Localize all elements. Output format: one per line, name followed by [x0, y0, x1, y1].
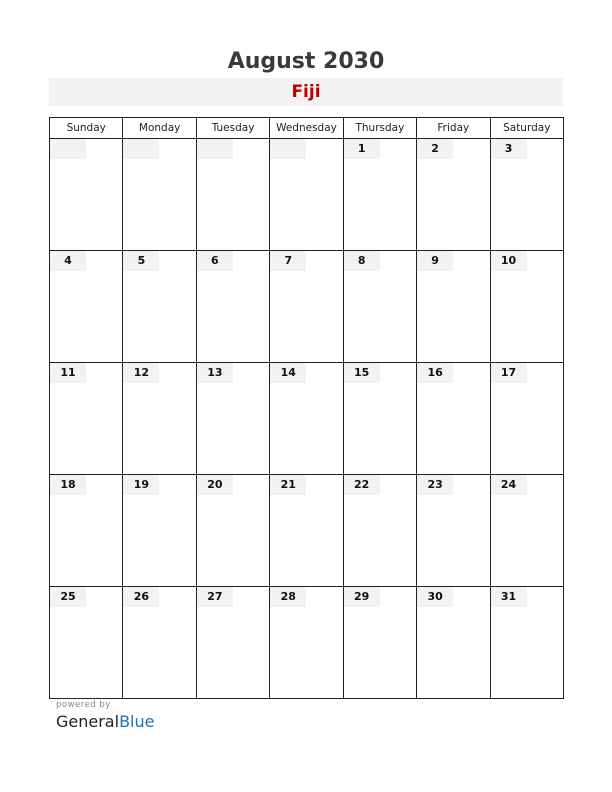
day-cell — [196, 363, 269, 475]
day-cell — [50, 475, 123, 587]
day-number: 29 — [344, 587, 380, 607]
day-cell — [270, 475, 343, 587]
day-number: 22 — [344, 475, 380, 495]
day-number: 23 — [417, 475, 453, 495]
brand-name-part1: General — [56, 712, 120, 731]
day-cell — [123, 363, 196, 475]
week-row — [50, 251, 564, 363]
day-cell — [343, 475, 416, 587]
day-number: 19 — [123, 475, 159, 495]
day-cell — [417, 363, 490, 475]
country-label: Fiji — [49, 78, 563, 106]
day-number: 9 — [417, 251, 453, 271]
day-cell — [417, 475, 490, 587]
calendar-title: August 2030 — [227, 49, 385, 74]
day-number: 15 — [344, 363, 380, 383]
weekday-header: Tuesday — [196, 118, 269, 139]
day-number: 7 — [270, 251, 306, 271]
day-number: 24 — [491, 475, 527, 495]
day-number: 26 — [123, 587, 159, 607]
weekday-header-row — [50, 118, 564, 139]
day-cell — [490, 587, 563, 699]
day-number — [270, 139, 306, 159]
day-cell — [343, 363, 416, 475]
day-cell — [123, 475, 196, 587]
day-cell — [490, 251, 563, 363]
day-cell — [123, 587, 196, 699]
day-number: 11 — [50, 363, 86, 383]
day-number: 16 — [417, 363, 453, 383]
day-cell — [343, 587, 416, 699]
day-cell — [270, 363, 343, 475]
day-number: 6 — [197, 251, 233, 271]
day-cell — [196, 587, 269, 699]
day-number: 31 — [491, 587, 527, 607]
day-cell — [270, 251, 343, 363]
day-cell — [490, 139, 563, 251]
day-cell — [196, 475, 269, 587]
day-cell — [270, 139, 343, 251]
day-number: 10 — [491, 251, 527, 271]
day-number: 18 — [50, 475, 86, 495]
day-cell — [196, 251, 269, 363]
day-cell — [50, 139, 123, 251]
week-row — [50, 587, 564, 699]
weekday-header: Sunday — [50, 118, 123, 139]
brand-logo[interactable] — [56, 711, 154, 733]
day-cell — [490, 363, 563, 475]
weekday-header: Saturday — [490, 118, 563, 139]
day-cell — [50, 363, 123, 475]
day-cell — [196, 139, 269, 251]
powered-by-text: powered by — [56, 700, 111, 710]
weekday-header: Friday — [417, 118, 490, 139]
week-row — [50, 475, 564, 587]
footer — [56, 700, 154, 733]
day-number: 25 — [50, 587, 86, 607]
weekday-header: Thursday — [343, 118, 416, 139]
day-number: 21 — [270, 475, 306, 495]
day-number: 4 — [50, 251, 86, 271]
day-number: 30 — [417, 587, 453, 607]
day-cell — [123, 139, 196, 251]
day-cell — [417, 587, 490, 699]
day-number: 8 — [344, 251, 380, 271]
week-row — [50, 139, 564, 251]
day-number: 13 — [197, 363, 233, 383]
day-number — [123, 139, 159, 159]
day-cell — [50, 587, 123, 699]
day-cell — [343, 139, 416, 251]
brand-name-part2: Blue — [119, 712, 155, 731]
day-cell — [123, 251, 196, 363]
day-number: 14 — [270, 363, 306, 383]
day-number: 20 — [197, 475, 233, 495]
weekday-header: Wednesday — [270, 118, 343, 139]
day-number: 17 — [491, 363, 527, 383]
day-number: 1 — [344, 139, 380, 159]
day-number: 12 — [123, 363, 159, 383]
day-cell — [50, 251, 123, 363]
day-number: 27 — [197, 587, 233, 607]
day-cell — [417, 251, 490, 363]
day-cell — [417, 139, 490, 251]
day-cell — [270, 587, 343, 699]
day-number: 2 — [417, 139, 453, 159]
week-row — [50, 363, 564, 475]
calendar-grid — [49, 117, 564, 699]
day-number: 5 — [123, 251, 159, 271]
day-cell — [490, 475, 563, 587]
day-cell — [343, 251, 416, 363]
day-number — [197, 139, 233, 159]
weekday-header: Monday — [123, 118, 196, 139]
day-number: 3 — [491, 139, 527, 159]
day-number — [50, 139, 86, 159]
day-number: 28 — [270, 587, 306, 607]
